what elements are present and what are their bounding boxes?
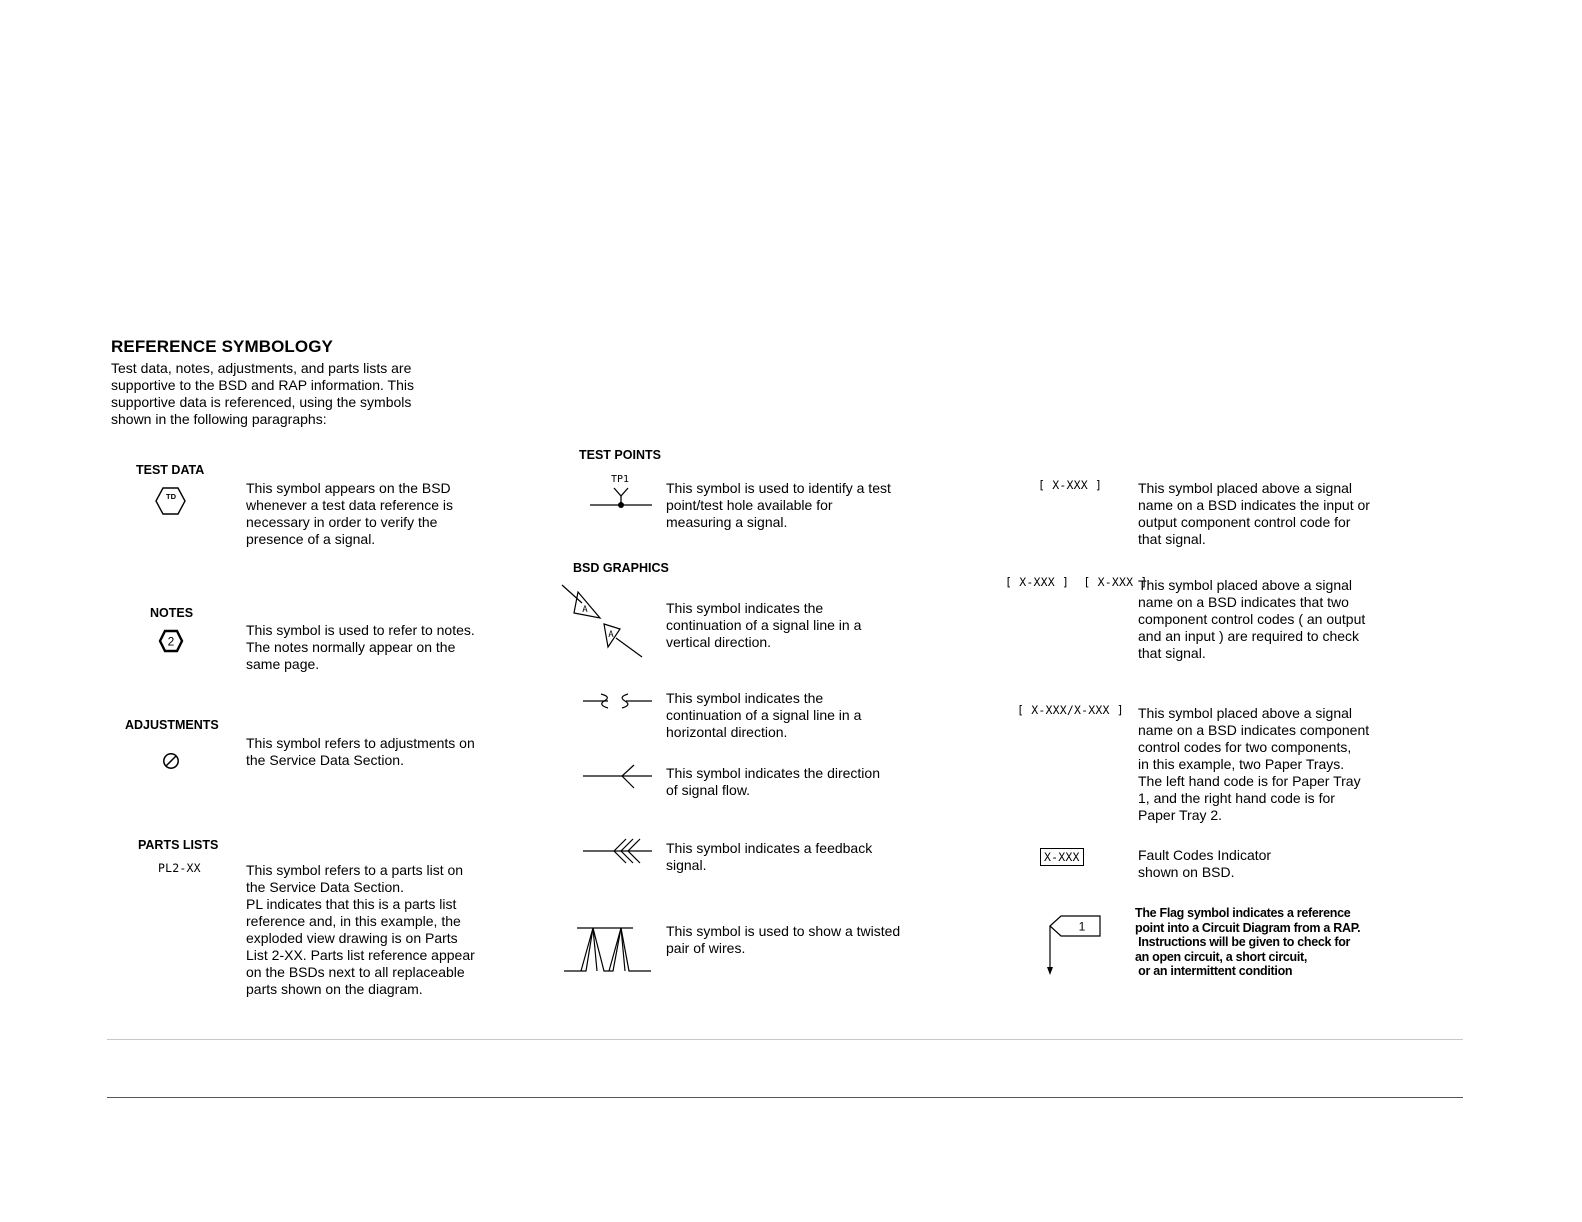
split-control-code-description: This symbol placed above a signal name on a BSD indicates component control codes for two components, in this example, two Paper Trays. The left hand code is for Paper Tray 1, and the right hand code is for Paper Tray 2. — [1138, 705, 1370, 823]
signal-direction-arrow-icon — [582, 764, 654, 790]
svg-text:A: A — [582, 605, 588, 615]
notes-description: This symbol is used to refer to notes. The notes normally appear on the same page. — [246, 622, 475, 672]
parts-lists-description: This symbol refers to a parts list on the Service Data Section. PL indicates that this is a parts list reference and, in this example, the exploded view drawing is on Parts List 2-XX. Parts list reference appear on the BSDs next to all replaceable parts shown on the diagram. — [246, 862, 475, 997]
fault-code-indicator-symbol: X-XXX — [1040, 848, 1084, 866]
test-points-description: This symbol is used to identify a test point/test hole available for measuring a signal. — [666, 480, 891, 530]
intro-paragraph: Test data, notes, adjustments, and parts lists are supportive to the BSD and RAP information. This supportive data is referenced, using the symbols shown in the following paragraphs: — [111, 360, 414, 427]
test-data-description: This symbol appears on the BSD whenever a test data reference is necessary in order to verify the presence of a signal. — [246, 480, 454, 547]
fault-code-description: Fault Codes Indicator shown on BSD. — [1138, 847, 1272, 880]
horizontal-continuation-description: This symbol indicates the continuation of a signal line in a horizontal direction. — [666, 690, 862, 740]
horizontal-continuation-icon — [582, 690, 654, 712]
svg-text:TP1: TP1 — [611, 474, 630, 485]
vertical-continuation-description: This symbol indicates the continuation of a signal line in a vertical direction. — [666, 600, 862, 650]
footer-divider-dark — [107, 1097, 1463, 1098]
direction-description: This symbol indicates the direction of signal flow. — [666, 765, 880, 798]
note-hexagon-icon — [159, 630, 183, 652]
flag-reference-icon — [1042, 914, 1104, 978]
dual-control-code-description: This symbol placed above a signal name on a BSD indicates that two component control codes ( an output and an input ) are required to check that signal. — [1138, 577, 1366, 661]
twisted-pair-description: This symbol is used to show a twisted pair of wires. — [666, 923, 901, 956]
test-point-icon — [588, 470, 654, 514]
svg-text:2: 2 — [167, 634, 175, 649]
single-control-code-description: This symbol placed above a signal name on a BSD indicates the input or output component control code for that signal. — [1138, 480, 1370, 547]
parts-lists-header: PARTS LISTS — [138, 838, 219, 852]
split-control-code-symbol: [ X-XXX/X-XXX ] — [1017, 703, 1124, 717]
td-hexagon-icon — [156, 487, 186, 515]
parts-list-symbol: PL2-XX — [158, 861, 201, 875]
svg-text:TD: TD — [166, 492, 176, 501]
adjustment-slashed-circle-icon — [162, 752, 180, 770]
flag-description: The Flag symbol indicates a reference point into a Circuit Diagram from a RAP. Instructions will be given to check for an open circuit, a short circuit, or an intermittent condition — [1135, 906, 1361, 978]
test-data-header: TEST DATA — [136, 463, 205, 477]
adjustments-header: ADJUSTMENTS — [125, 718, 219, 732]
feedback-arrow-icon — [582, 838, 654, 866]
dual-control-code-symbol: [ X-XXX ] [ X-XXX ] — [1005, 575, 1148, 589]
test-points-header: TEST POINTS — [579, 448, 661, 462]
page-title: REFERENCE SYMBOLOGY — [111, 337, 333, 356]
vertical-continuation-icon — [560, 583, 646, 659]
svg-text:1: 1 — [1078, 919, 1086, 934]
svg-text:A: A — [608, 630, 614, 640]
feedback-description: This symbol indicates a feedback signal. — [666, 840, 873, 873]
twisted-pair-icon — [563, 924, 653, 974]
adjustments-description: This symbol refers to adjustments on the Service Data Section. — [246, 735, 475, 768]
bsd-graphics-header: BSD GRAPHICS — [573, 561, 669, 575]
single-control-code-symbol: [ X-XXX ] — [1038, 478, 1103, 492]
footer-divider-light — [107, 1039, 1463, 1040]
notes-header: NOTES — [150, 606, 194, 620]
